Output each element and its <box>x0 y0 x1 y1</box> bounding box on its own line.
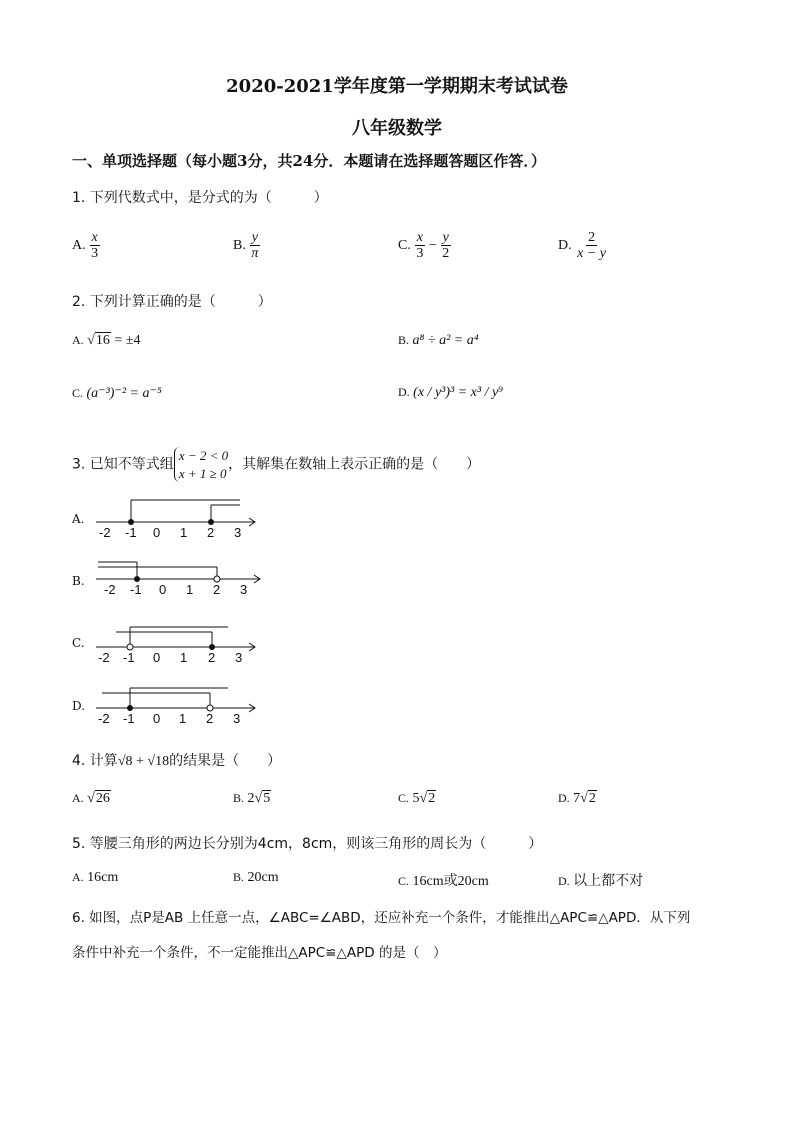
denominator: 2 <box>442 246 450 262</box>
tick-label: 1 <box>180 650 188 665</box>
option-label: B. <box>233 791 245 805</box>
option-label: A. <box>72 333 84 347</box>
option-label: B. <box>233 870 245 884</box>
tick-label: 3 <box>240 582 248 597</box>
tick-label: 3 <box>233 711 241 726</box>
tick-label: -2 <box>99 525 111 540</box>
radicand: 26 <box>95 791 110 806</box>
option-label: C. <box>398 238 411 254</box>
numerator: 2 <box>588 230 596 245</box>
inequality-system <box>174 447 228 482</box>
option-text: 16cm或20cm <box>412 874 489 889</box>
tick-label: -1 <box>123 711 135 726</box>
page-title: 2020-2021学年度第一学期期末考试试卷 <box>226 76 568 97</box>
q4-option-d[interactable]: D. 7√2 <box>558 791 596 806</box>
inequality-2: x + 1 ≥ 0 <box>178 465 227 481</box>
tick-label: 1 <box>180 525 188 540</box>
option-label: A. <box>72 791 84 805</box>
q3-number-line-b[interactable] <box>90 557 265 602</box>
stem-prefix: 4. 计算 <box>72 753 118 769</box>
section-heading: 一、单项选择题（每小题3分，共24分．本题请在选择题答题区作答．） <box>72 152 546 170</box>
question-5-stem: 5. 等腰三角形的两边长分别为4cm，8cm，则该三角形的周长为（ ） <box>72 836 543 852</box>
option-text: 20cm <box>247 870 279 885</box>
numerator: x <box>416 230 423 245</box>
q5-option-d[interactable] <box>558 870 643 890</box>
q2-option-d[interactable] <box>398 385 503 401</box>
denominator: 3 <box>416 246 424 262</box>
option-label: D. <box>558 238 572 254</box>
option-label: A. <box>72 870 84 884</box>
q2-option-b[interactable] <box>398 333 479 349</box>
question-6-line-1: 6. 如图，点P是AB 上任意一点，∠ABC=∠ABD，还应补充一个条件，才能推出△APC≌△APD．从下列 <box>72 910 691 926</box>
q1-option-d[interactable] <box>558 230 608 262</box>
option-label: C. <box>72 386 84 400</box>
tick-label: -2 <box>98 711 110 726</box>
tick-label: 2 <box>206 711 214 726</box>
q4-option-c[interactable]: C. 5√2 <box>398 791 436 806</box>
tick-label: 2 <box>208 650 216 665</box>
option-label: A. <box>72 238 86 254</box>
radicand: 2 <box>588 791 596 806</box>
tick-label: 1 <box>179 711 187 726</box>
q4-option-a[interactable]: A. √26 <box>72 791 110 806</box>
radicand: 16 <box>95 333 110 348</box>
tick-label: -1 <box>123 650 135 665</box>
denominator: x − y <box>577 246 606 262</box>
stem-prefix: 3. 已知不等式组 <box>72 456 174 473</box>
coefficient: 2 <box>247 791 255 806</box>
option-label: D. <box>558 791 570 805</box>
equation-rhs: = ±4 <box>114 333 141 348</box>
q2-option-a[interactable]: A. √16 = ±4 <box>72 333 141 348</box>
option-label: D. <box>558 874 570 888</box>
tick-label: 0 <box>153 525 161 540</box>
numerator: x <box>91 230 98 245</box>
stem-suffix: 的结果是（ ） <box>169 753 282 769</box>
radicand: 2 <box>428 791 436 806</box>
stem-suffix: ，其解集在数轴上表示正确的是（ ） <box>228 456 481 473</box>
expression: √8 + √18 <box>117 754 170 769</box>
option-label: B. <box>398 333 410 347</box>
q4-option-b[interactable]: B. 2√5 <box>233 791 271 806</box>
denominator: 3 <box>91 246 99 262</box>
q1-option-b[interactable] <box>233 230 260 262</box>
tick-label: -1 <box>125 525 137 540</box>
question-4-stem <box>72 750 281 770</box>
q5-option-b[interactable] <box>233 870 279 886</box>
minus-sign: − <box>428 238 437 254</box>
option-label: B. <box>233 238 246 254</box>
coefficient: 5 <box>412 791 420 806</box>
inequality-1: x − 2 < 0 <box>178 448 229 463</box>
tick-label: 3 <box>234 525 242 540</box>
tick-label: 0 <box>159 582 167 597</box>
equation: a⁸ ÷ a² = a⁴ <box>412 333 479 348</box>
q3-number-line-d[interactable] <box>90 683 265 728</box>
coefficient: 7 <box>573 791 581 806</box>
radicand: 5 <box>263 791 271 806</box>
question-2-stem: 2. 下列计算正确的是（ ） <box>72 294 272 310</box>
option-text: 以上都不对 <box>573 874 644 889</box>
tick-label: -2 <box>104 582 116 597</box>
option-label: D. <box>398 385 410 399</box>
equation: (a⁻³)⁻² = a⁻⁵ <box>86 386 162 401</box>
q5-option-a[interactable] <box>72 870 118 886</box>
tick-label: 0 <box>153 711 161 726</box>
question-3-stem <box>72 447 480 482</box>
question-6-line-2: 条件中补充一个条件，不一定能推出△APC≌△APD 的是（ ） <box>72 945 447 961</box>
page-subtitle: 八年级数学 <box>352 118 442 139</box>
numerator: y <box>251 230 258 245</box>
denominator: π <box>251 246 259 262</box>
q2-option-c[interactable] <box>72 385 162 402</box>
tick-label: 2 <box>207 525 215 540</box>
tick-label: 2 <box>213 582 221 597</box>
q1-option-c[interactable] <box>398 230 451 262</box>
option-label: C. <box>398 874 410 888</box>
q5-option-c[interactable] <box>398 870 489 890</box>
numerator: y <box>442 230 449 245</box>
tick-label: -2 <box>98 650 110 665</box>
q3-option-a-label[interactable]: A. <box>72 512 85 526</box>
tick-label: 0 <box>153 650 161 665</box>
tick-label: 1 <box>186 582 194 597</box>
q3-number-line-a[interactable] <box>90 495 265 540</box>
q3-option-b-label[interactable]: B. <box>72 574 85 588</box>
question-1-stem: 1. 下列代数式中，是分式的为（ ） <box>72 190 328 206</box>
q1-option-a[interactable] <box>72 230 100 262</box>
option-text: 16cm <box>87 870 119 885</box>
tick-label: 3 <box>235 650 243 665</box>
q3-option-c-label[interactable]: C. <box>72 636 85 650</box>
option-label: C. <box>398 791 410 805</box>
tick-label: -1 <box>130 582 142 597</box>
equation: (x / y³)³ = x³ / y⁹ <box>413 385 504 400</box>
q3-number-line-c[interactable] <box>90 622 265 667</box>
q3-option-d-label[interactable]: D. <box>72 699 86 713</box>
